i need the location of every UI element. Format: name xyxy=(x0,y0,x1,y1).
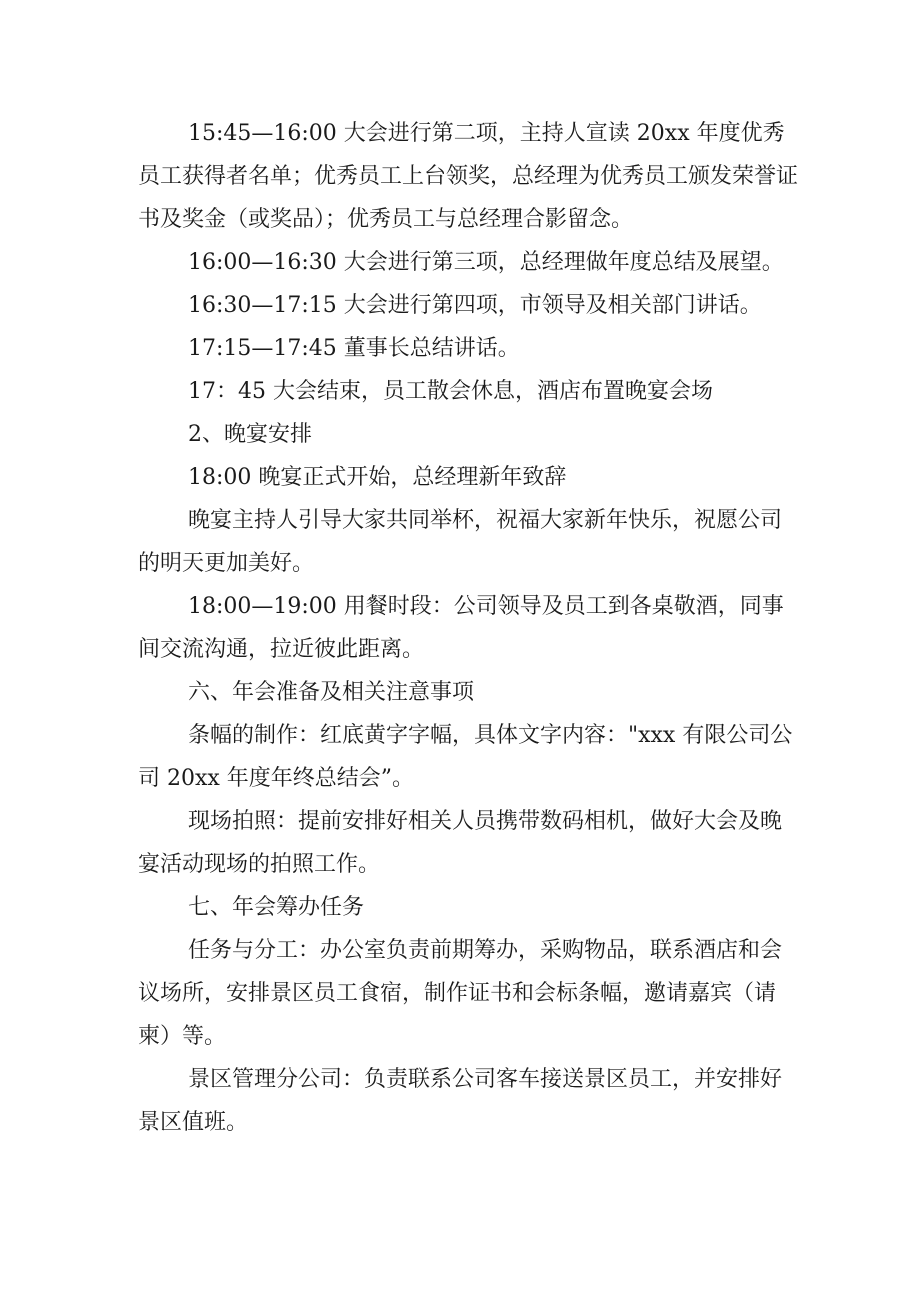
paragraph-banner: 条幅的制作：红底黄字字幅，具体文字内容："xxx 有限公司公司 20xx 年度年终总结会”。 xyxy=(138,723,793,791)
paragraph-photography: 现场拍照：提前安排好相关人员携带数码相机，做好大会及晚宴活动现场的拍照工作。 xyxy=(138,809,783,877)
paragraph-summary: 16:00—16:30 大会进行第三项，总经理做年度总结及展望。 xyxy=(188,250,784,275)
section-heading-preparation: 六、年会准备及相关注意事项 xyxy=(188,680,475,705)
paragraph-scenic-tasks: 景区管理分公司：负责联系公司客车接送景区员工，并安排好景区值班。 xyxy=(138,1067,783,1135)
paragraph-leader-speech: 16:30—17:15 大会进行第四项，市领导及相关部门讲话。 xyxy=(188,293,762,318)
paragraph-chairman-speech: 17:15—17:45 董事长总结讲话。 xyxy=(188,336,520,361)
paragraph-toast: 晚宴主持人引导大家共同举杯，祝福大家新年快乐，祝愿公司的明天更加美好。 xyxy=(138,508,783,576)
paragraph-office-tasks: 任务与分工：办公室负责前期筹办，采购物品，联系酒店和会议场所，安排景区员工食宿，制作证书和会标条幅，邀请嘉宾（请柬）等。 xyxy=(138,938,783,1049)
paragraph-dining: 18:00—19:00 用餐时段：公司领导及员工到各桌敬酒，同事间交流沟通，拉近彼此距离。 xyxy=(138,594,784,662)
section-heading-banquet: 2、晚宴安排 xyxy=(188,422,312,447)
paragraph-banquet-start: 18:00 晚宴正式开始，总经理新年致辞 xyxy=(188,465,567,490)
section-heading-tasks: 七、年会筹办任务 xyxy=(188,895,365,920)
document-body xyxy=(138,112,798,1144)
paragraph-awards: 15:45—16:00 大会进行第二项，主持人宣读 20xx 年度优秀员工获得者名单；优秀员工上台领奖，总经理为优秀员工颁发荣誉证书及奖金（或奖品）；优秀员工与总经理合影留念。 xyxy=(138,121,799,232)
paragraph-meeting-end: 17：45 大会结束，员工散会休息，酒店布置晚宴会场 xyxy=(188,379,713,404)
